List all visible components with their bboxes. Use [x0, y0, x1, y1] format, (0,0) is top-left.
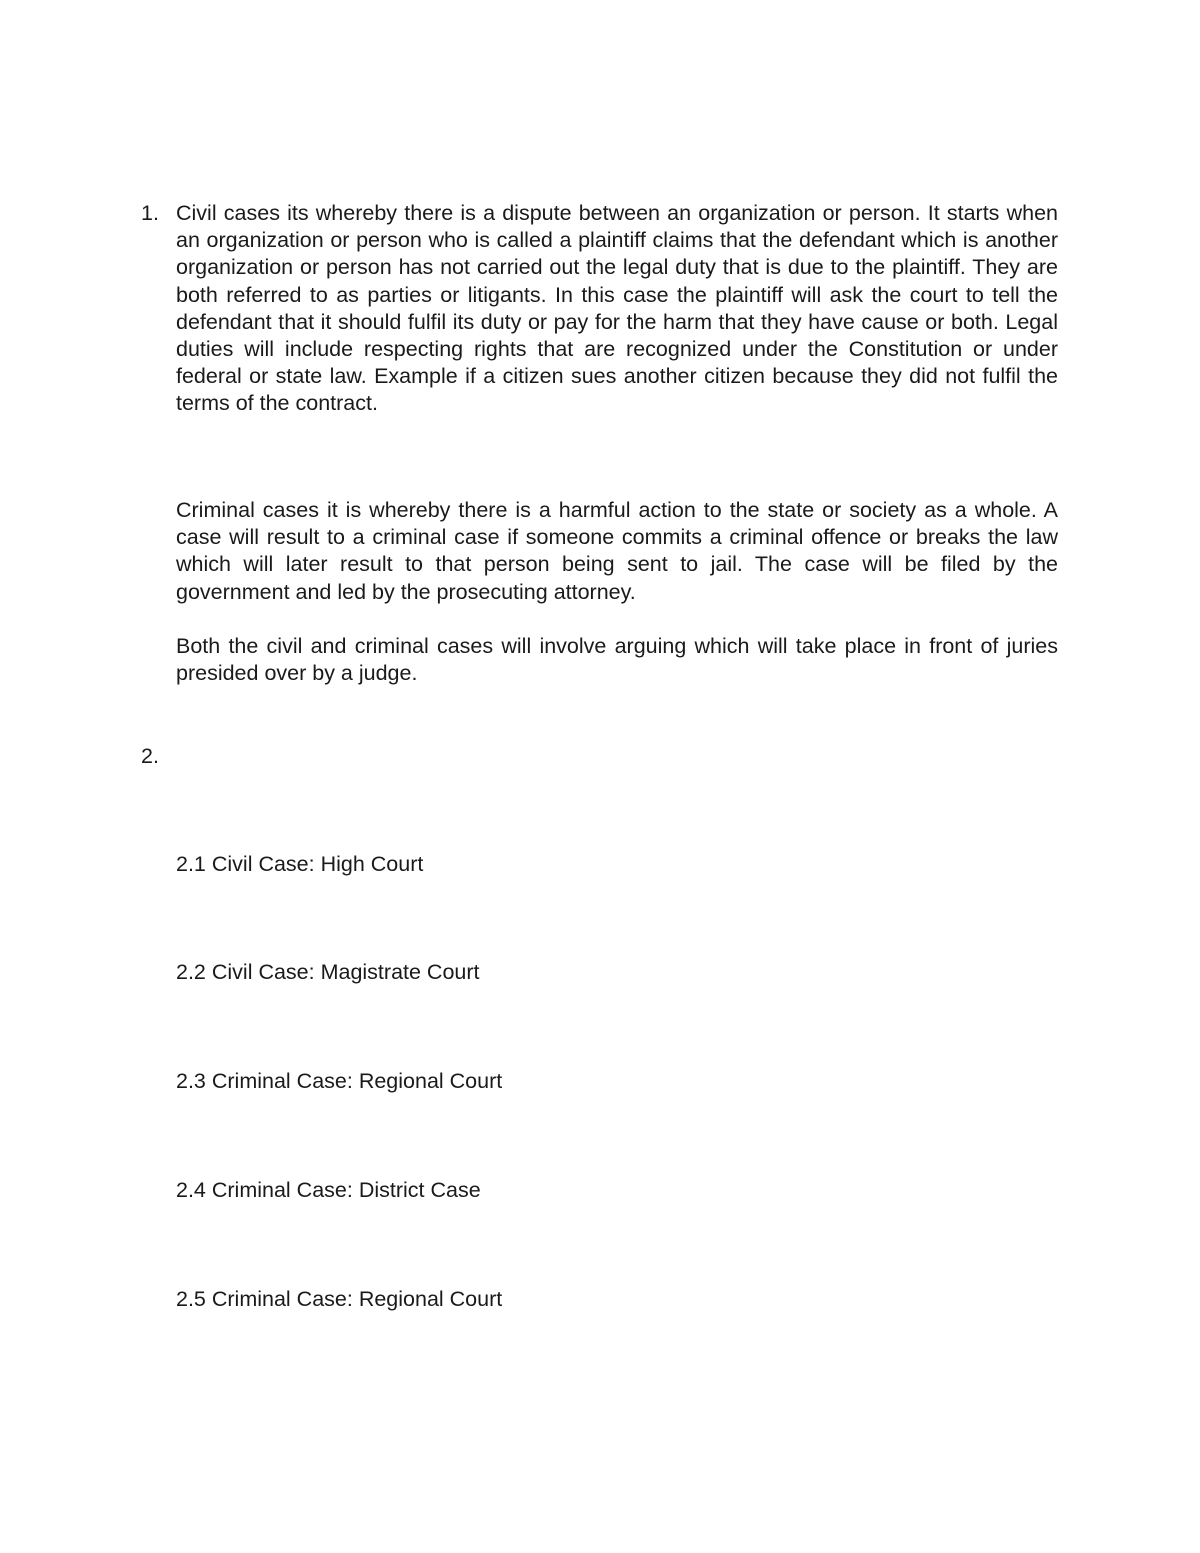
list-number-1: 1.	[141, 201, 159, 225]
both-cases-paragraph: Both the civil and criminal cases will involve arguing which will take place in front of juries presided over by a judge.	[176, 634, 1058, 686]
list-item-2-1: 2.1 Civil Case: High Court	[176, 852, 424, 876]
list-number-2: 2.	[141, 744, 159, 768]
list-item-2-4: 2.4 Criminal Case: District Case	[176, 1178, 481, 1202]
list-item-2-3: 2.3 Criminal Case: Regional Court	[176, 1069, 503, 1093]
list-item-2-2: 2.2 Civil Case: Magistrate Court	[176, 960, 480, 984]
list-item-2-5: 2.5 Criminal Case: Regional Court	[176, 1287, 503, 1311]
civil-cases-paragraph: Civil cases its whereby there is a dispute between an organization or person. It starts when an organization or person who is called a plaintiff claims that the defendant which is another organization or person has not carried out the legal duty that is due to the plaintiff. They are both referred to as parties or litigants. In this case the plaintiff will ask the court to tell the defendant that it should fulfil its duty or pay for the harm that they have cause or both. Legal duties will include respecting rights that are recognized under the Constitution or under federal or state law. Example if a citizen sues another citizen because they did not fulfil the terms of the contract.	[176, 201, 1058, 416]
criminal-cases-paragraph: Criminal cases it is whereby there is a harmful action to the state or society as a whole. A case will result to a criminal case if someone commits a criminal offence or breaks the law which will later result to that person being sent to jail. The case will be filed by the government and led by the prosecuting attorney.	[176, 498, 1058, 604]
